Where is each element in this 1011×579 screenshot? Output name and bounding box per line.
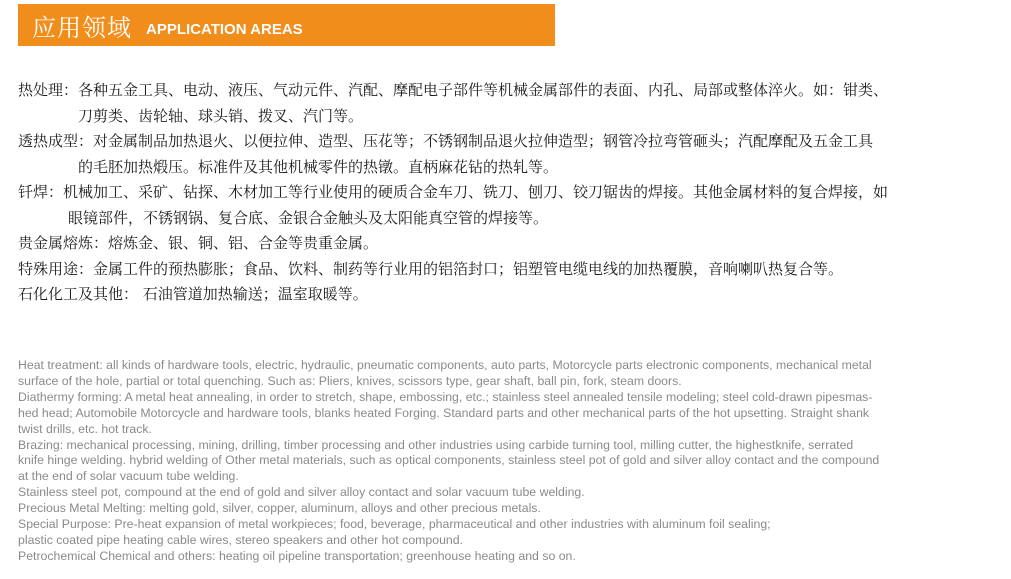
cn-item-precious-metal-melting [18, 231, 1003, 257]
cn-item-label: 贵金属熔炼： [18, 234, 109, 252]
cn-item-label: 透热成型： [18, 132, 94, 150]
cn-item-text: 各种五金工具、电动、液压、气动元件、汽配、摩配电子部件等机械金属部件的表面、内孔、局部或整体淬火。如：钳类、 [78, 81, 889, 99]
en-text-line: Heat treatment: all kinds of hardware tools, electric, hydraulic, pneumatic components, auto parts, Motorcycle parts electronic components, mechanical metal [18, 358, 872, 372]
en-text-line: twist drills, etc. hot track. [18, 421, 152, 436]
cn-application-list [18, 78, 1003, 308]
cn-item-text-continued: 眼镜部件，不锈钢锅、复合底、金银合金触头及太阳能真空管的焊接等。 [68, 208, 549, 227]
en-text-line: Petrochemical Chemical and others: heating oil pipeline transportation; greenhouse heating and so on. [18, 548, 576, 563]
section-title-en: APPLICATION AREAS [146, 20, 303, 38]
cn-item-text: 对金属制品加热退火、以便拉伸、造型、压花等；不锈钢制品退火拉伸造型；钢管冷拉弯管砸头；汽配摩配及五金工具 [93, 132, 874, 150]
en-text-line: at the end of solar vacuum tube welding. [18, 469, 239, 484]
section-header-bar [18, 4, 555, 46]
en-text-line: surface of the hole, partial or total quenching. Such as: Pliers, knives, scissors type, gear shaft, ball pin, fork, steam doors. [18, 373, 682, 388]
cn-item-petrochemical [18, 282, 1003, 308]
cn-item-text: 熔炼金、银、铜、铝、合金等贵重金属。 [108, 234, 379, 252]
en-text-line: Stainless steel pot, compound at the end of gold and silver alloy contact and solar vacuum tube welding. [18, 485, 585, 500]
section-title-cn: 应用领域 [32, 13, 132, 42]
cn-item-text-continued: 的毛胚加热煅压。标准件及其他机械零件的热镦。直柄麻花钻的热轧等。 [78, 157, 559, 176]
en-application-text [18, 358, 1003, 565]
cn-item-text-continued: 刀剪类、齿轮轴、球头销、拨叉、汽门等。 [78, 106, 364, 125]
en-text-line: plastic coated pipe heating cable wires, stereo speakers and other hot compound. [18, 532, 464, 547]
cn-item-label: 钎焊： [18, 183, 64, 201]
cn-item-text: 石油管道加热输送；温室取暖等。 [138, 285, 368, 303]
en-text-line: hed head; Automobile Motorcycle and hardware tools, blanks heated Forging. Standard parts and other mechanical parts of the hot upsetting. Straight shank [18, 405, 870, 420]
cn-item-special-purpose [18, 257, 1003, 283]
en-text-line: Special Purpose: Pre-heat expansion of metal workpieces; food, beverage, pharmaceutical and other industries with aluminum foil sealing; [18, 517, 771, 532]
en-text-line: Precious Metal Melting: melting gold, silver, copper, aluminum, alloys and other precious metals. [18, 501, 541, 516]
cn-item-label: 热处理： [18, 81, 79, 99]
en-text-line: Brazing: mechanical processing, mining, drilling, timber processing and other industries using carbide turning tool, milling cutter, the highestknife, serrated [18, 437, 854, 452]
cn-item-text: 金属工件的预热膨胀；食品、饮料、制药等行业用的铝箔封口；铝塑管电缆电线的加热覆膜，音响喇叭热复合等。 [93, 259, 844, 278]
cn-item-label: 石化化工及其他： [18, 285, 139, 303]
en-text-line: knife hinge welding. hybrid welding of Other metal materials, such as optical components, stainless steel pot of gold and silver alloy contact and the compound [18, 453, 880, 468]
cn-item-brazing [18, 180, 1003, 231]
cn-item-heat-treatment [18, 78, 1003, 129]
cn-item-diathermy-forming [18, 129, 1003, 180]
cn-item-text: 机械加工、采矿、钻探、木材加工等行业使用的硬质合金车刀、铣刀、刨刀、铰刀锯齿的焊接。其他金属材料的复合焊接，如 [63, 183, 889, 201]
cn-item-label: 特殊用途： [18, 259, 94, 278]
en-text-line: Diathermy forming: A metal heat annealing, in order to stretch, shape, embossing, etc.; stainless steel annealed tensile modeling; steel cold-drawn pipesmas- [18, 389, 873, 404]
